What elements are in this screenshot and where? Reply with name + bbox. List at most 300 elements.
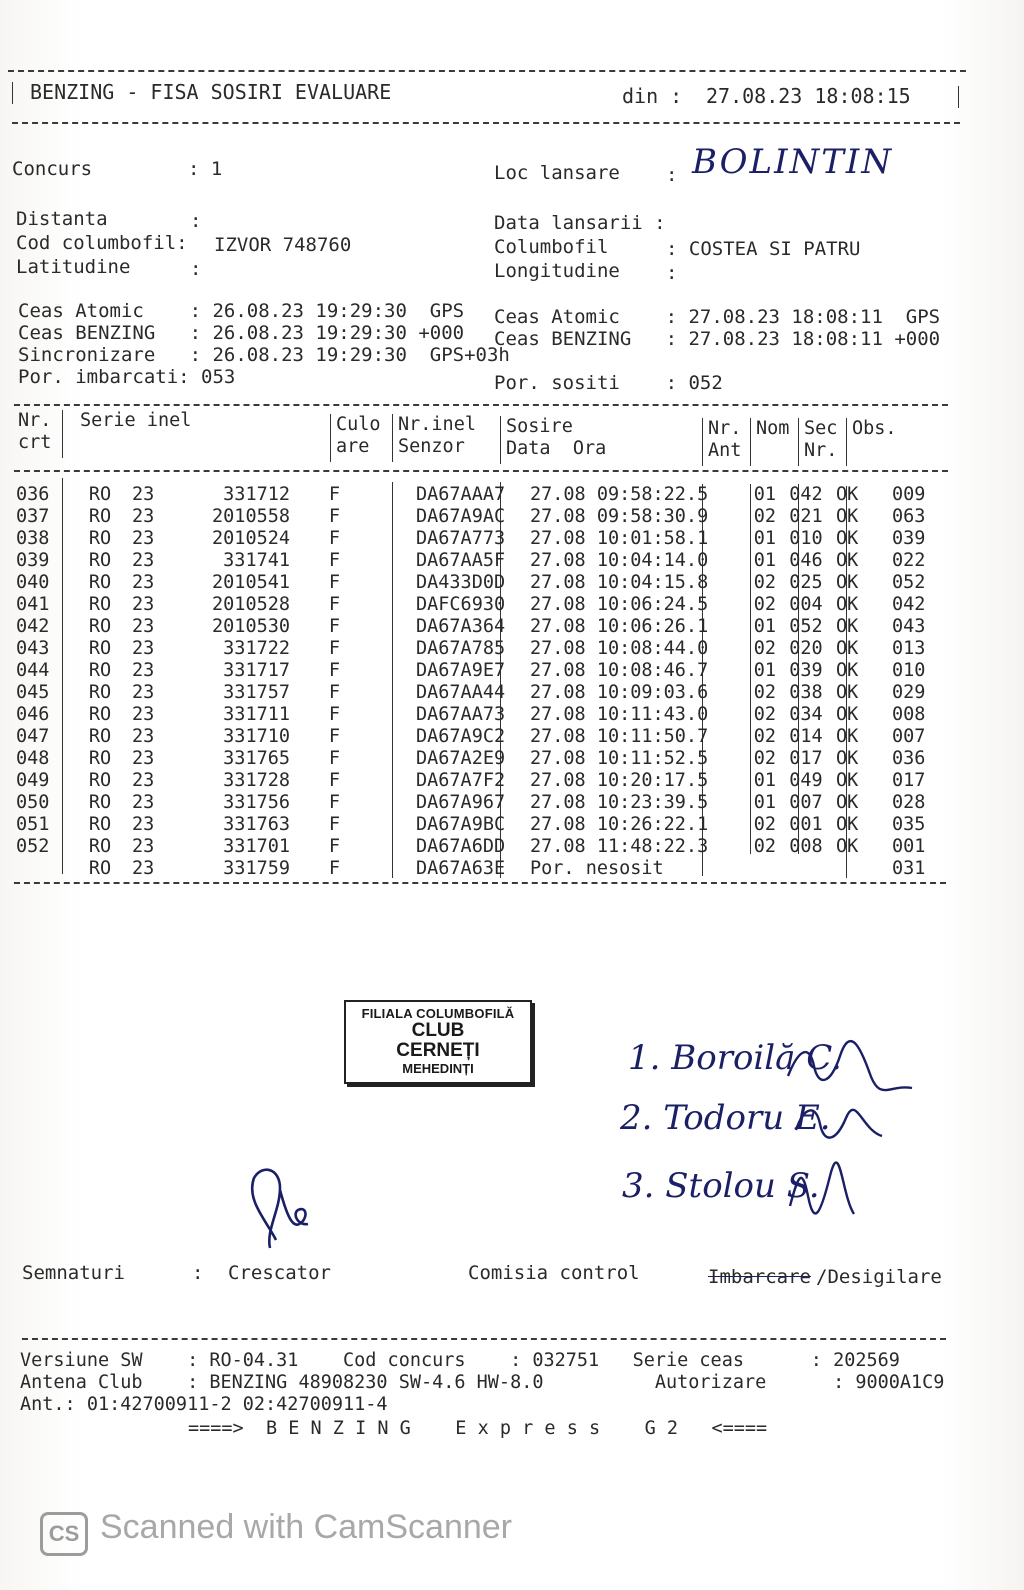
cell-sec: OK: [836, 726, 859, 747]
cell-obs: 042: [892, 594, 926, 615]
cell-country: RO: [88, 528, 112, 549]
cell-nr: 037: [16, 506, 50, 527]
cell-country: RO: [88, 682, 112, 703]
cell-nom: 001: [789, 814, 823, 835]
cell-sex: F: [328, 704, 340, 725]
cell-sec: OK: [836, 484, 859, 505]
footer-line-2: Antena Club : BENZING 48908230 SW-4.6 HW-8.0 Autorizare : 9000A1C9: [20, 1372, 945, 1393]
cell-color: [346, 748, 410, 770]
cell-year: 23: [132, 594, 155, 615]
col-culoare-header-1: Culo: [336, 414, 381, 435]
cell-obs: 035: [892, 814, 926, 835]
cell-antenna: [730, 858, 782, 880]
cell-sex: F: [328, 572, 340, 593]
cell-ring: 331763: [223, 814, 290, 835]
commission-member-2: 2. Todoru E.: [620, 1098, 831, 1138]
cell-country: RO: [88, 704, 112, 725]
cell-country: RO: [88, 660, 112, 681]
cell-sec: OK: [836, 616, 859, 637]
col-sec-header-2: Nr.: [804, 440, 838, 461]
cell-sensor: DA67A7F2: [416, 770, 506, 791]
cell-sensor: DA67A967: [416, 792, 506, 813]
cell-year: 23: [132, 792, 155, 813]
cell-ring: 2010524: [212, 528, 290, 549]
table-row: [16, 792, 952, 814]
table-row: [16, 858, 952, 880]
col-obs-header: Obs.: [852, 418, 897, 439]
cell-country: RO: [88, 484, 112, 505]
desigilare-label: /Desigilare: [816, 1266, 942, 1288]
cell-arrival: 27.08 09:58:30.9: [530, 506, 709, 527]
cell-sec: OK: [836, 528, 859, 549]
cell-country: RO: [88, 506, 112, 527]
cell-year: 23: [132, 616, 155, 637]
cell-nom: 021: [789, 506, 823, 527]
cell-arrival: 27.08 10:08:44.0: [530, 638, 709, 659]
cell-ring: 331710: [223, 726, 290, 747]
cell-obs: 036: [892, 748, 926, 769]
cell-nom: 046: [789, 550, 823, 571]
cell-obs: 007: [892, 726, 926, 747]
cell-ring: 331759: [223, 858, 290, 879]
cell-sensor: DA67A9C2: [416, 726, 506, 747]
cell-ring: 331756: [223, 792, 290, 813]
cell-sensor: DA67A9AC: [416, 506, 506, 527]
table-row: [16, 814, 952, 836]
cell-ring: 331722: [223, 638, 290, 659]
report-title: BENZING - FISA SOSIRI EVALUARE: [30, 80, 392, 104]
cell-obs: 001: [892, 836, 926, 857]
cell-antenna: 02: [753, 506, 776, 527]
cell-nom: 020: [789, 638, 823, 659]
col-senzor-header-1: Nr.inel: [398, 414, 476, 435]
cell-ring: 331717: [223, 660, 290, 681]
cell-arrival: 27.08 10:26:22.1: [530, 814, 709, 835]
longitudine-sep: :: [666, 262, 678, 284]
table-header-divider: [14, 470, 948, 472]
cell-ring: 2010541: [212, 572, 290, 593]
cell-arrival: 27.08 11:48:22.3: [530, 836, 709, 857]
cell-nom: 038: [789, 682, 823, 703]
cell-antenna: 01: [753, 770, 776, 791]
header-bar: [846, 418, 847, 466]
cell-ring: 2010530: [212, 616, 290, 637]
cell-obs: 009: [892, 484, 926, 505]
cell-obs: 063: [892, 506, 926, 527]
cell-year: 23: [132, 660, 155, 681]
cell-arrival: 27.08 10:04:15.8: [530, 572, 709, 593]
col-senzor-header-2: Senzor: [398, 436, 465, 457]
stamp-line-1: FILIALA COLUMBOFILĂ: [361, 1006, 515, 1021]
cell-nr: 052: [16, 836, 50, 857]
cell-sec: OK: [836, 792, 859, 813]
cell-nr: 047: [16, 726, 50, 747]
col-ant-header-1: Nr.: [708, 418, 742, 439]
cell-sex: F: [328, 638, 340, 659]
loc-lansare-handwritten: BOLINTIN: [692, 142, 894, 182]
camscanner-logo: CS: [40, 1512, 88, 1556]
cell-ring: 331712: [223, 484, 290, 505]
table-row: [16, 594, 952, 616]
cell-sex: F: [328, 594, 340, 615]
cell-sex: F: [328, 748, 340, 769]
cell-antenna: 02: [753, 726, 776, 747]
table-row: [16, 704, 952, 726]
cell-sec: OK: [836, 550, 859, 571]
cell-sex: F: [328, 616, 340, 637]
table-row: [16, 682, 952, 704]
cell-ring: 331757: [223, 682, 290, 703]
pigeons-basketed: Por. imbarcati: 053: [18, 366, 236, 388]
imbarcare-struck: Imbarcare: [708, 1266, 811, 1288]
cell-color: [346, 660, 410, 682]
signature-scribble-3: [780, 1156, 860, 1226]
cell-sex: F: [328, 836, 340, 857]
signatures-sep: :: [192, 1262, 204, 1284]
cell-arrival: 27.08 10:01:58.1: [530, 528, 709, 549]
latitudine-sep: :: [190, 258, 202, 280]
cell-sec: OK: [836, 814, 859, 835]
cell-arrival: 27.08 10:04:14.0: [530, 550, 709, 571]
cell-year: 23: [132, 484, 155, 505]
cell-nom: 049: [789, 770, 823, 791]
distanta-label: Distanta: [16, 208, 108, 230]
cell-color: [346, 506, 410, 528]
header-left-bar: [12, 82, 13, 104]
cell-sec: OK: [836, 836, 859, 857]
cell-nom: 025: [789, 572, 823, 593]
cell-antenna: 01: [753, 484, 776, 505]
cell-arrival: Por. nesosit: [530, 858, 664, 879]
cell-country: RO: [88, 792, 112, 813]
cell-ring: 331765: [223, 748, 290, 769]
cell-arrival: 27.08 10:06:26.1: [530, 616, 709, 637]
cell-nr: 046: [16, 704, 50, 725]
footer-line-1: Versiune SW : RO-04.31 Cod concurs : 032751 Serie ceas : 202569: [20, 1350, 900, 1371]
cell-nom: 042: [789, 484, 823, 505]
commission-member-3: 3. Stolou S.: [622, 1166, 820, 1206]
concurs-value: : 1: [188, 158, 223, 180]
cell-antenna: 01: [753, 616, 776, 637]
cell-sex: F: [328, 484, 340, 505]
col-ant-header-2: Ant: [708, 440, 742, 461]
comisia-label: Comisia control: [468, 1262, 640, 1284]
cell-color: [346, 484, 410, 506]
cell-year: 23: [132, 836, 155, 857]
table-row: [16, 660, 952, 682]
cell-arrival: 27.08 09:58:22.5: [530, 484, 709, 505]
header-bar: [330, 414, 331, 462]
longitudine-label: Longitudine: [494, 260, 620, 282]
loc-lansare-sep: :: [666, 164, 678, 186]
cell-antenna: 01: [753, 660, 776, 681]
cell-sensor: DA67A773: [416, 528, 506, 549]
cell-color: [346, 704, 410, 726]
cell-sec: OK: [836, 704, 859, 725]
cell-year: 23: [132, 572, 155, 593]
cell-nom: 010: [789, 528, 823, 549]
cell-nr: 050: [16, 792, 50, 813]
table-row: [16, 770, 952, 792]
report-date: 27.08.23 18:08:15: [706, 84, 911, 108]
cell-sex: F: [328, 792, 340, 813]
cell-year: 23: [132, 770, 155, 791]
cell-nom: 034: [789, 704, 823, 725]
cell-nr: 036: [16, 484, 50, 505]
cell-arrival: 27.08 10:09:03.6: [530, 682, 709, 703]
header-bar: [392, 414, 393, 462]
cell-year: 23: [132, 748, 155, 769]
cell-nom: 039: [789, 660, 823, 681]
cell-arrival: 27.08 10:08:46.7: [530, 660, 709, 681]
footer-divider: [22, 1338, 946, 1340]
col-nr-header-2: crt: [18, 432, 52, 453]
footer-line-4: ====> B E N Z I N G E x p r e s s G 2 <====: [188, 1418, 768, 1439]
cell-year: 23: [132, 858, 155, 879]
header-right-bar: [958, 86, 959, 108]
cell-sex: F: [328, 550, 340, 571]
cell-antenna: 02: [753, 814, 776, 835]
table-row: [16, 506, 952, 528]
cell-year: 23: [132, 726, 155, 747]
signatures-label: Semnaturi: [22, 1262, 125, 1284]
cell-color: [346, 770, 410, 792]
cell-nom: [782, 858, 830, 880]
footer-line-3: Ant.: 01:42700911-2 02:42700911-4: [20, 1394, 388, 1415]
cell-year: 23: [132, 814, 155, 835]
cell-arrival: 27.08 10:23:39.5: [530, 792, 709, 813]
cell-country: RO: [88, 572, 112, 593]
cell-sensor: DA67A9BC: [416, 814, 506, 835]
stamp-line-3: CERNEȚI: [396, 1040, 480, 1061]
cell-antenna: 02: [753, 682, 776, 703]
cell-sex: F: [328, 506, 340, 527]
cell-nom: 007: [789, 792, 823, 813]
cell-sensor: DA67A63E: [416, 858, 506, 879]
cell-sex: F: [328, 726, 340, 747]
cell-sex: F: [328, 528, 340, 549]
cell-arrival: 27.08 10:11:52.5: [530, 748, 709, 769]
table-bottom-divider: [14, 882, 946, 884]
table-row: [16, 726, 952, 748]
start-clock-atomic: Ceas Atomic : 26.08.23 19:29:30 GPS: [18, 300, 465, 322]
cell-year: 23: [132, 550, 155, 571]
stamp-line-2: CLUB: [411, 1020, 465, 1041]
start-sync: Sincronizare : 26.08.23 19:29:30 GPS+03h: [18, 344, 510, 366]
cell-nr: 039: [16, 550, 50, 571]
cell-sec: OK: [836, 506, 859, 527]
cell-nom: 052: [789, 616, 823, 637]
cell-obs: 013: [892, 638, 926, 659]
table-row: [16, 484, 952, 506]
header-bar: [750, 418, 751, 466]
cell-nr: 040: [16, 572, 50, 593]
cell-country: RO: [88, 814, 112, 835]
table-top-divider: [14, 404, 948, 406]
cell-country: RO: [88, 726, 112, 747]
cell-nr: 038: [16, 528, 50, 549]
signature-scribble-2: [790, 1100, 890, 1150]
cell-color: [346, 836, 410, 858]
cell-sensor: DA67A364: [416, 616, 506, 637]
cell-color: [346, 814, 410, 836]
header-bar: [500, 416, 501, 464]
cell-sex: F: [328, 858, 340, 879]
cell-country: RO: [88, 616, 112, 637]
col-sec-header-1: Sec: [804, 418, 838, 439]
cell-year: 23: [132, 682, 155, 703]
cell-color: [346, 858, 410, 880]
cell-country: RO: [88, 550, 112, 571]
cell-sec: OK: [836, 638, 859, 659]
cell-nr: 044: [16, 660, 50, 681]
pigeons-arrived: Por. sositi : 052: [494, 372, 723, 394]
cell-nom: 008: [789, 836, 823, 857]
col-sosire-header-2: Data Ora: [506, 438, 607, 459]
cell-country: RO: [88, 594, 112, 615]
cell-obs: 022: [892, 550, 926, 571]
cell-obs: 028: [892, 792, 926, 813]
cell-sec: OK: [836, 594, 859, 615]
cell-nr: [16, 858, 68, 880]
cell-antenna: 02: [753, 594, 776, 615]
crescator-signature: [236, 1160, 326, 1250]
table-row: [16, 550, 952, 572]
header-bar: [702, 418, 703, 466]
table-row: [16, 572, 952, 594]
cell-nr: 049: [16, 770, 50, 791]
cell-color: [346, 572, 410, 594]
crescator-label: Crescator: [228, 1262, 331, 1284]
cell-obs: 039: [892, 528, 926, 549]
table-row: [16, 638, 952, 660]
cell-ring: 2010558: [212, 506, 290, 527]
cell-nr: 051: [16, 814, 50, 835]
cell-color: [346, 616, 410, 638]
stamp-line-4: MEHEDINȚI: [402, 1061, 474, 1076]
cell-sec: OK: [836, 660, 859, 681]
cell-nr: 043: [16, 638, 50, 659]
arrivals-table-body: [16, 484, 952, 880]
cell-antenna: 02: [753, 638, 776, 659]
cell-sensor: DA67A6DD: [416, 836, 506, 857]
cell-arrival: 27.08 10:06:24.5: [530, 594, 709, 615]
end-clock-benzing: Ceas BENZING : 27.08.23 18:08:11 +000: [494, 328, 941, 350]
cell-year: 23: [132, 704, 155, 725]
cell-ring: 331728: [223, 770, 290, 791]
columbofil-value: : COSTEA SI PATRU: [666, 238, 861, 260]
cell-obs: 052: [892, 572, 926, 593]
cell-obs: 017: [892, 770, 926, 791]
cell-arrival: 27.08 10:11:50.7: [530, 726, 709, 747]
cell-obs: 029: [892, 682, 926, 703]
cell-sensor: DA67AA44: [416, 682, 506, 703]
cell-antenna: 01: [753, 792, 776, 813]
cell-year: 23: [132, 528, 155, 549]
cell-sex: F: [328, 682, 340, 703]
cell-country: RO: [88, 858, 112, 879]
cell-antenna: 01: [753, 528, 776, 549]
header-divider: [12, 122, 960, 124]
cell-nom: 017: [789, 748, 823, 769]
cell-sec: [830, 858, 884, 880]
distanta-sep: :: [190, 210, 202, 232]
cell-sensor: DA67AAA7: [416, 484, 506, 505]
cell-sensor: DA67A2E9: [416, 748, 506, 769]
cell-color: [346, 550, 410, 572]
camscanner-watermark: Scanned with CamScanner: [100, 1508, 513, 1546]
cell-year: 23: [132, 506, 155, 527]
cell-obs: 008: [892, 704, 926, 725]
club-stamp: [344, 1000, 532, 1084]
cell-ring: 331711: [223, 704, 290, 725]
cell-ring: 331701: [223, 836, 290, 857]
cell-nom: 004: [789, 594, 823, 615]
cell-antenna: 02: [753, 572, 776, 593]
report-date-label: din :: [622, 84, 683, 108]
col-nom-header: Nom: [756, 418, 790, 439]
col-nr-header-1: Nr.: [18, 410, 52, 431]
cell-sec: OK: [836, 770, 859, 791]
cell-year: 23: [132, 638, 155, 659]
cell-sensor: DA433D0D: [416, 572, 506, 593]
cell-ring: 2010528: [212, 594, 290, 615]
cell-obs: 043: [892, 616, 926, 637]
cell-obs: 031: [892, 858, 926, 879]
signature-scribble-1: [780, 1036, 920, 1096]
loc-lansare-label: Loc lansare: [494, 162, 620, 184]
cell-sensor: DAFC6930: [416, 594, 506, 615]
cell-color: [346, 528, 410, 550]
cell-nr: 041: [16, 594, 50, 615]
cell-color: [346, 792, 410, 814]
cell-sec: OK: [836, 748, 859, 769]
start-clock-benzing: Ceas BENZING : 26.08.23 19:29:30 +000: [18, 322, 465, 344]
table-row: [16, 748, 952, 770]
cell-sec: OK: [836, 682, 859, 703]
table-row: [16, 528, 952, 550]
top-divider: [8, 70, 966, 72]
cell-sex: F: [328, 770, 340, 791]
cell-sensor: DA67AA5F: [416, 550, 506, 571]
cell-color: [346, 638, 410, 660]
cell-antenna: 02: [753, 836, 776, 857]
cell-sex: F: [328, 660, 340, 681]
cell-arrival: 27.08 10:20:17.5: [530, 770, 709, 791]
header-bar: [798, 418, 799, 466]
cell-sec: OK: [836, 572, 859, 593]
end-clock-atomic: Ceas Atomic : 27.08.23 18:08:11 GPS: [494, 306, 941, 328]
cell-sex: F: [328, 814, 340, 835]
cell-arrival: 27.08 10:11:43.0: [530, 704, 709, 725]
cell-nr: 048: [16, 748, 50, 769]
cell-nr: 042: [16, 616, 50, 637]
columbofil-label: Columbofil: [494, 236, 609, 258]
cod-columbofil-value: IZVOR 748760: [214, 234, 352, 256]
header-bar: [62, 410, 63, 458]
data-lansarii-label: Data lansarii :: [494, 212, 666, 234]
arrivals-table: [16, 484, 952, 880]
cell-country: RO: [88, 836, 112, 857]
col-sosire-header-1: Sosire: [506, 416, 573, 437]
cell-country: RO: [88, 748, 112, 769]
cell-color: [346, 726, 410, 748]
cell-sensor: DA67AA73: [416, 704, 506, 725]
cell-ring: 331741: [223, 550, 290, 571]
cod-columbofil-label: Cod columbofil:: [16, 232, 188, 254]
cell-antenna: 02: [753, 748, 776, 769]
col-serie-header: Serie inel: [80, 410, 192, 431]
